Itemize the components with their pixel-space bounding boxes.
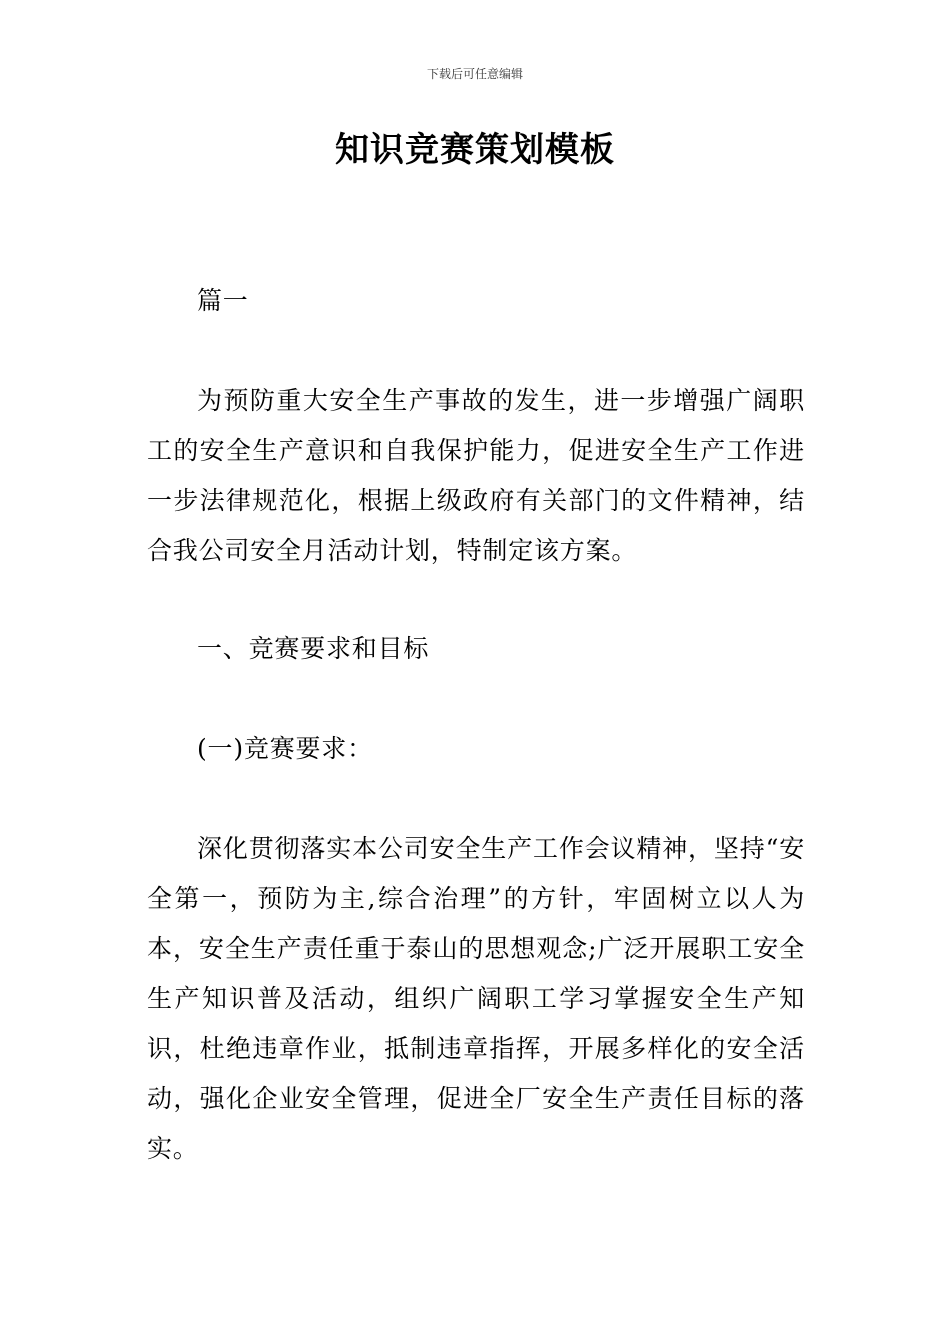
heading-requirements-goals: 一、竞赛要求和目标 — [197, 634, 430, 663]
body-paragraph: 深化贯彻落实本公司安全生产工作会议精神，坚持“安全第一，预防为主,综合治理”的方针，牢固树立以人为本，安全生产责任重于泰山的思想观念;广泛开展职工安全生产知识普及活动，组织广阔职工学习掌握安全生产知识，杜绝违章作业，抵制违章指挥，开展多样化的安全活动，强化企业安全管理，促进全厂安全生产责任目标的落实。 — [147, 834, 805, 1163]
section-label: 篇一 — [197, 286, 249, 315]
document-title: 知识竞赛策划模板 — [335, 130, 615, 170]
intro-paragraph: 为预防重大安全生产事故的发生，进一步增强广阔职工的安全生产意识和自我保护能力，促进安全生产工作进一步法律规范化，根据上级政府有关部门的文件精神，结合我公司安全月活动计划，特制定该方案。 — [147, 386, 805, 565]
subheading-requirements: (一)竞赛要求： — [197, 734, 373, 763]
header-note: 下载后可任意编辑 — [426, 67, 523, 81]
